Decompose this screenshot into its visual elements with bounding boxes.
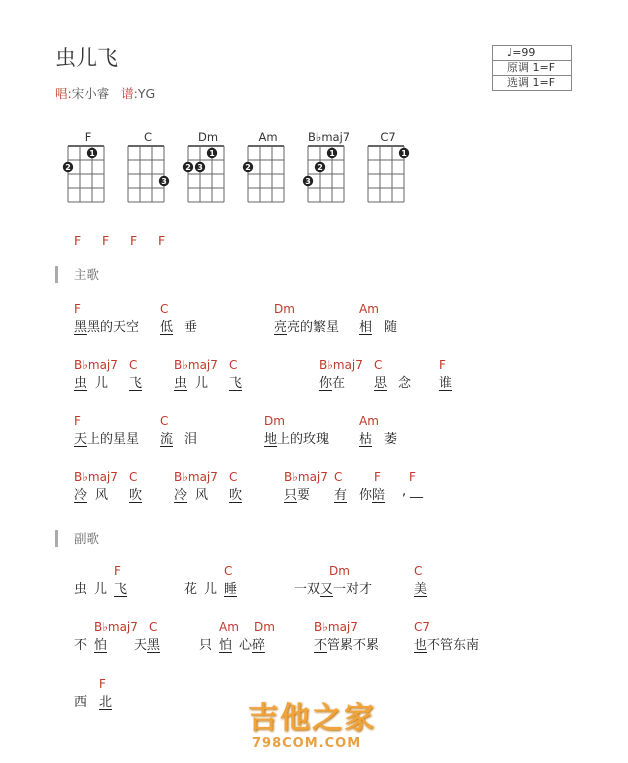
lyric-segment: 只: [284, 488, 298, 503]
chord-grid: [116, 142, 180, 206]
tabber-label: 谱:: [121, 86, 138, 101]
watermark-url: 798COM.COM: [252, 736, 362, 751]
lyric-segment: 虫: [74, 376, 88, 391]
lyric-segment: 管累不累: [327, 638, 380, 653]
lyric-line: [294, 578, 372, 597]
finger-number: 3: [197, 163, 203, 172]
chord-label: F: [99, 677, 106, 691]
finger-dot: [243, 162, 253, 172]
finger-number: 2: [65, 163, 71, 172]
chord-grid: [236, 142, 300, 206]
lyric-segment: 冷: [74, 488, 88, 503]
singer-name: 宋小睿: [71, 86, 110, 101]
original-key: 原调 1=F: [493, 61, 571, 76]
lyric-segment: 怕: [219, 638, 233, 653]
lyric-segment: 飞: [229, 376, 243, 391]
chord-label: F: [439, 358, 446, 372]
lyric-segment: 亮的繁星: [287, 320, 340, 335]
chord-label: B♭maj7: [74, 358, 118, 372]
chord-label: B♭maj7: [319, 358, 363, 372]
finger-dot: [207, 148, 217, 158]
chord-label: C: [160, 414, 169, 428]
finger-number: 1: [329, 149, 335, 158]
lyric-segment: 冷: [174, 488, 188, 503]
intro-chord: F: [74, 233, 82, 248]
lyric-segment: 风: [95, 488, 109, 503]
chord-label: C: [129, 358, 138, 372]
lyric-segment: 只: [199, 638, 213, 653]
lyric-segment: 吹: [129, 488, 143, 503]
lyric-segment: 地: [264, 432, 278, 447]
chord-label: F: [74, 414, 81, 428]
lyric-segment: 飞: [129, 376, 143, 391]
lyric-line: [74, 316, 139, 335]
lyric-segment: 你: [319, 376, 333, 391]
chord-label: C: [224, 564, 233, 578]
lyric-segment: 不: [314, 638, 328, 653]
lyric-segment: 上的星星: [87, 432, 140, 447]
finger-dot: [159, 176, 169, 186]
tempo: ♩=99: [493, 46, 571, 61]
lyric-line: [359, 484, 385, 503]
lyric-segment: 低: [160, 320, 174, 335]
finger-dot: [183, 162, 193, 172]
lyric-segment: 黑: [147, 638, 161, 653]
chord-label: F: [374, 470, 381, 484]
intro-chord: F: [102, 233, 110, 248]
lyric-segment: 虫: [74, 582, 88, 597]
chord-label: B♭maj7: [74, 470, 118, 484]
chord-label: C: [229, 470, 238, 484]
singer-label: 唱:: [55, 86, 72, 101]
watermark-logo: 吉他之家: [248, 701, 376, 736]
chord-label: B♭maj7: [94, 620, 138, 634]
lyric-line: [414, 634, 479, 653]
finger-number: 2: [185, 163, 191, 172]
finger-dot: [87, 148, 97, 158]
lyric-segment: 垂: [184, 320, 198, 335]
lyric-segment: 天: [134, 638, 148, 653]
chord-label: F: [74, 302, 81, 316]
lyric-line: [74, 428, 139, 447]
chord-name: F: [84, 130, 92, 144]
chord-label: B♭maj7: [284, 470, 328, 484]
lyric-line: [134, 634, 160, 653]
chord-label: Dm: [329, 564, 350, 578]
lyric-segment: 黑: [74, 320, 88, 335]
lyric-segment: 虫: [174, 376, 188, 391]
lyric-segment: 流: [160, 432, 174, 447]
lyric-segment: 睡: [224, 582, 238, 597]
chord-label: C: [229, 358, 238, 372]
chord-grid: [296, 142, 360, 206]
chord-grid: [356, 142, 420, 206]
chord-name: Am: [258, 130, 278, 144]
chord-label: Am: [219, 620, 239, 634]
lyric-segment: 西: [74, 695, 88, 710]
intro-chord: F: [158, 233, 166, 248]
lyric-segment: 要: [297, 488, 311, 503]
chord-name: Dm: [197, 130, 219, 144]
chord-label: C: [334, 470, 343, 484]
lyric-segment: 天: [74, 432, 88, 447]
chord-label: C: [129, 470, 138, 484]
lyric-segment: 花: [184, 582, 198, 597]
lyric-segment: 美: [414, 582, 428, 597]
chord-name: C: [143, 130, 153, 144]
chord-grid: [56, 142, 120, 206]
lyric-segment: __: [410, 484, 423, 499]
lyric-segment: 又: [320, 582, 334, 597]
chord-label: B♭maj7: [174, 470, 218, 484]
lyric-segment: 在: [332, 376, 346, 391]
lyric-segment: 吹: [229, 488, 243, 503]
chord-label: B♭maj7: [314, 620, 358, 634]
chord-label: F: [409, 470, 416, 484]
finger-number: 2: [245, 163, 251, 172]
lyric-segment: ,: [402, 484, 407, 499]
finger-dot: [315, 162, 325, 172]
lyric-segment: 不管东南: [427, 638, 480, 653]
chord-label: C7: [414, 620, 431, 634]
finger-number: 3: [161, 177, 167, 186]
lyric-segment: 念: [398, 376, 412, 391]
lyric-segment: 儿: [94, 582, 108, 597]
chord-label: Dm: [254, 620, 275, 634]
lyric-line: [314, 634, 379, 653]
section-heading-verse: 主歌: [55, 266, 99, 283]
lyric-segment: 一双: [294, 582, 321, 597]
finger-number: 3: [305, 177, 311, 186]
lyric-line: [239, 634, 265, 653]
chord-label: C: [414, 564, 423, 578]
lyric-line: [319, 372, 345, 391]
lyric-segment: 上的玫瑰: [277, 432, 330, 447]
tabber-name: YG: [137, 86, 156, 101]
chord-label: Dm: [264, 414, 285, 428]
finger-number: 1: [89, 149, 95, 158]
lyric-segment: 碎: [252, 638, 266, 653]
chord-label: C: [374, 358, 383, 372]
selected-key: 选调 1=F: [507, 76, 556, 89]
chord-label: Dm: [274, 302, 295, 316]
lyric-segment: 思: [374, 376, 388, 391]
lyric-segment: 北: [99, 695, 113, 710]
lyric-segment: 有: [334, 488, 348, 503]
chord-label: C: [149, 620, 158, 634]
lyric-segment: 儿: [95, 376, 109, 391]
finger-dot: [327, 148, 337, 158]
finger-dot: [63, 162, 73, 172]
chord-diagram-c7: [368, 130, 428, 210]
lyric-segment: 黑的天空: [87, 320, 140, 335]
intro-chord: F: [130, 233, 138, 248]
lyric-segment: 儿: [195, 376, 209, 391]
chord-label: B♭maj7: [174, 358, 218, 372]
lyric-line: [284, 484, 310, 503]
finger-number: 1: [209, 149, 215, 158]
lyric-segment: 萎: [384, 432, 398, 447]
song-credits: [55, 84, 155, 102]
song-meta-box: [492, 45, 572, 91]
lyric-segment: 不: [74, 638, 88, 653]
lyric-segment: 枯: [359, 432, 373, 447]
lyric-segment: 相: [359, 320, 373, 335]
lyric-segment: 随: [384, 320, 398, 335]
lyric-segment: 陪: [372, 488, 386, 503]
finger-dot: [195, 162, 205, 172]
chord-label: Am: [359, 302, 379, 316]
lyric-segment: 亮: [274, 320, 288, 335]
chord-label: F: [114, 564, 121, 578]
finger-number: 2: [317, 163, 323, 172]
lyric-line: [274, 316, 339, 335]
lyric-segment: 也: [414, 638, 428, 653]
chord-name: C7: [380, 130, 396, 144]
finger-number: 1: [401, 149, 407, 158]
lyric-segment: 飞: [114, 582, 128, 597]
lyric-segment: 泪: [184, 432, 198, 447]
lyric-segment: 怕: [94, 638, 108, 653]
lyric-segment: 心: [239, 638, 253, 653]
chord-grid: [176, 142, 240, 206]
lyric-segment: 你: [359, 488, 373, 503]
chord-label: C: [160, 302, 169, 316]
chord-label: Am: [359, 414, 379, 428]
lyric-segment: 谁: [439, 376, 453, 391]
song-title: 虫儿飞: [55, 46, 118, 70]
lyric-segment: 风: [195, 488, 209, 503]
section-heading-chorus: 副歌: [55, 530, 99, 547]
lyric-segment: 儿: [204, 582, 218, 597]
chord-name: B♭maj7: [308, 130, 351, 144]
finger-dot: [303, 176, 313, 186]
lyric-segment: 一对才: [333, 582, 373, 597]
lyric-line: [264, 428, 329, 447]
finger-dot: [399, 148, 409, 158]
